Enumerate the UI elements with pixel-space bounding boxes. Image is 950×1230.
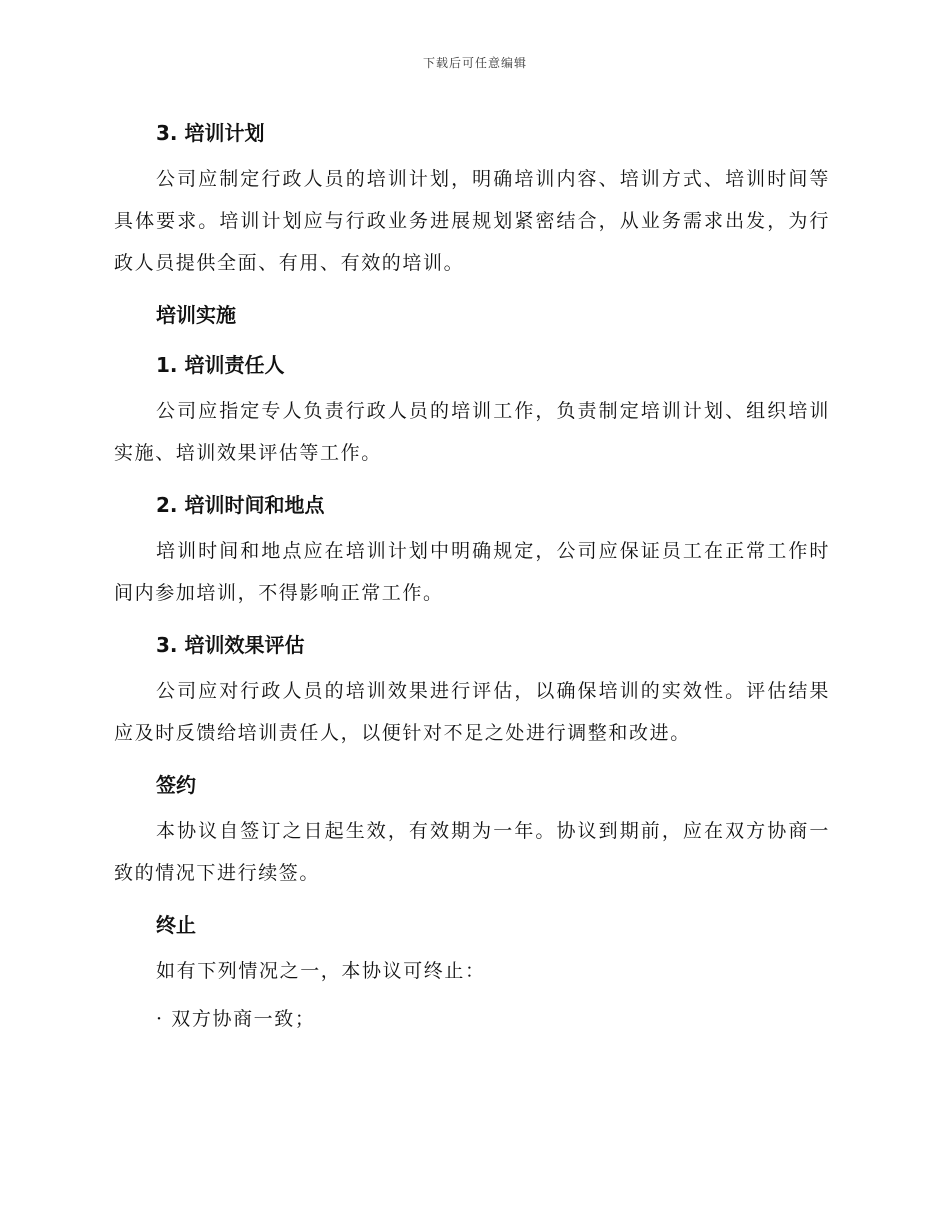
section-heading-training-responsible: 1. 培训责任人 [156, 353, 285, 377]
section-heading-training-time-place: 2. 培训时间和地点 [156, 493, 325, 517]
paragraph-training-plan: 公司应制定行政人员的培训计划，明确培训内容、培训方式、培训时间等具体要求。培训计划应与行政业务进展规划紧密结合，从业务需求出发，为行政人员提供全面、有用、有效的培训。 [114, 168, 830, 274]
document-body [114, 108, 830, 1040]
paragraph-signing: 本协议自签订之日起生效，有效期为一年。协议到期前，应在双方协商一致的情况下进行续签。 [114, 820, 830, 884]
section-heading-signing: 签约 [156, 773, 196, 797]
paragraph-training-responsible: 公司应指定专人负责行政人员的培训工作，负责制定培训计划、组织培训实施、培训效果评估等工作。 [114, 400, 830, 464]
header-note: 下载后可任意编辑 [422, 56, 527, 70]
paragraph-training-time-place: 培训时间和地点应在培训计划中明确规定，公司应保证员工在正常工作时间内参加培训，不得影响正常工作。 [114, 540, 830, 604]
section-heading-training-implementation: 培训实施 [156, 303, 236, 327]
section-heading-training-plan: 3. 培训计划 [156, 121, 265, 145]
paragraph-termination: 如有下列情况之一，本协议可终止： [156, 960, 486, 982]
section-heading-training-evaluation: 3. 培训效果评估 [156, 633, 305, 657]
list-item: · 双方协商一致； [156, 1008, 316, 1030]
paragraph-training-evaluation: 公司应对行政人员的培训效果进行评估，以确保培训的实效性。评估结果应及时反馈给培训责任人，以便针对不足之处进行调整和改进。 [114, 680, 830, 744]
section-heading-termination: 终止 [156, 913, 196, 937]
